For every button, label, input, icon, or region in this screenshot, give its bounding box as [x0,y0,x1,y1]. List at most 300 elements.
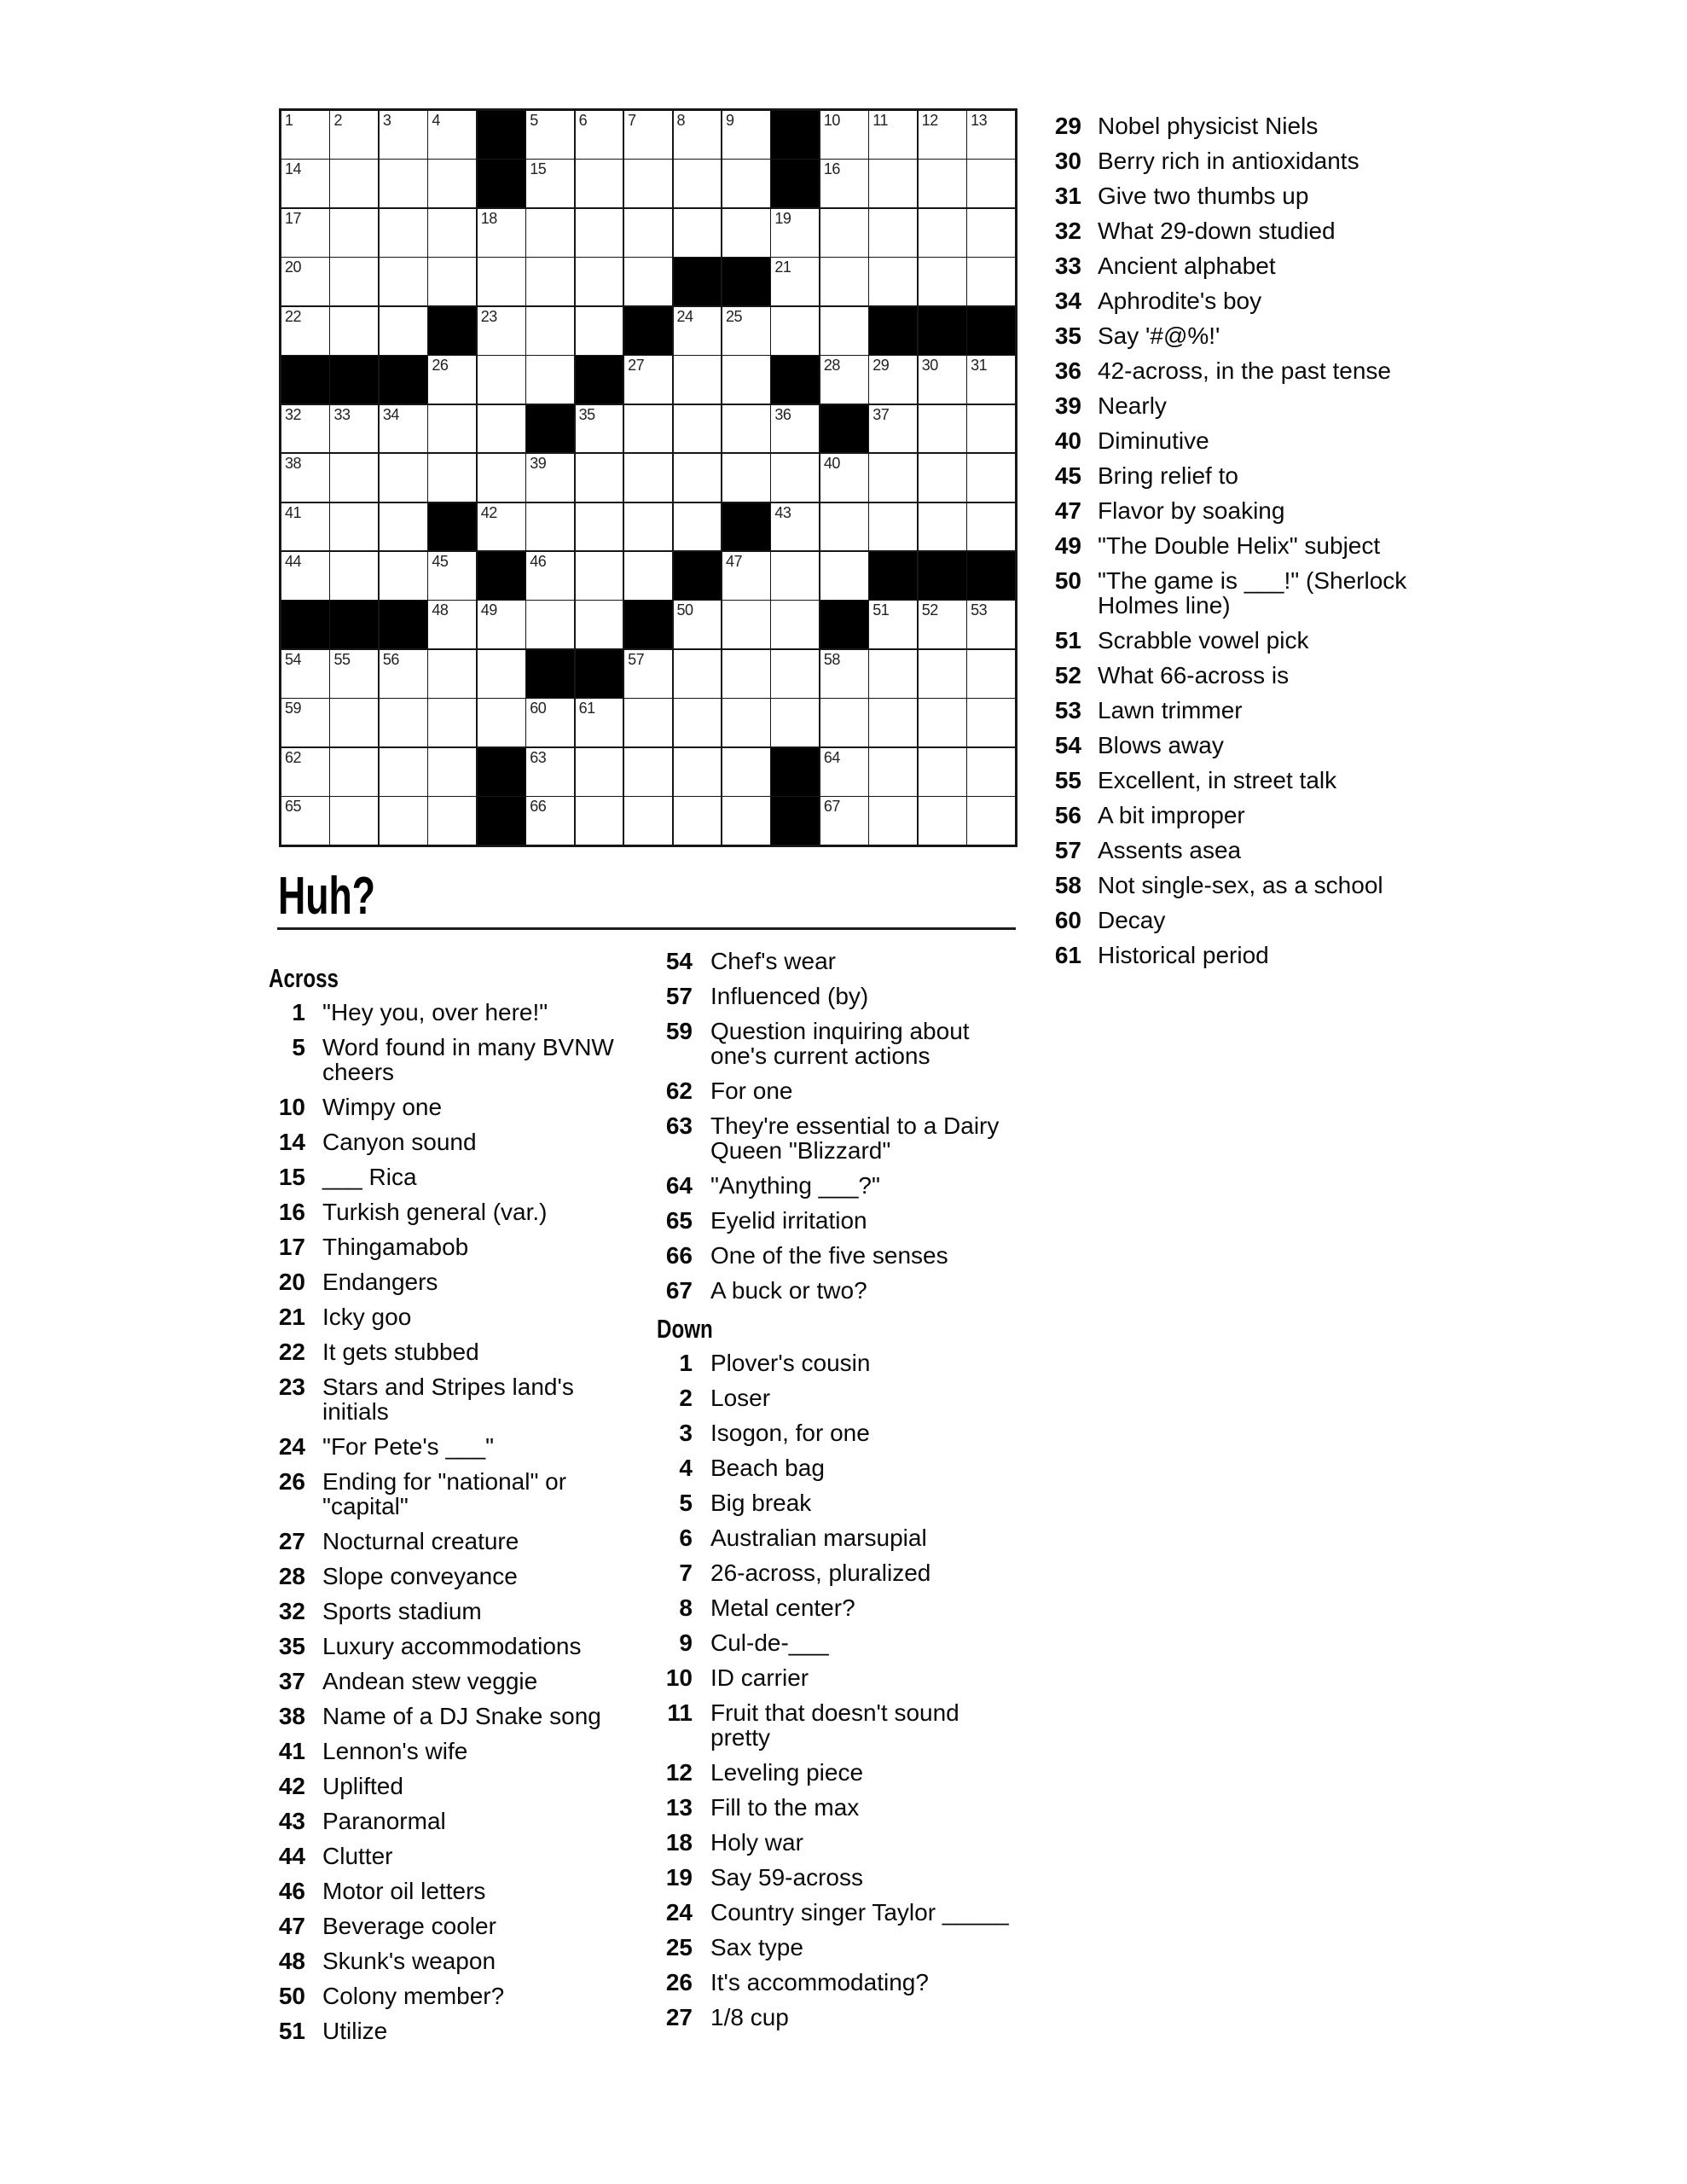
letter-cell[interactable] [967,209,1015,257]
letter-cell[interactable] [330,650,378,698]
clue-item [269,1599,617,1623]
letter-cell[interactable] [428,601,476,648]
letter-cell[interactable] [576,552,623,600]
letter-cell[interactable] [428,111,476,159]
letter-cell[interactable] [674,160,722,207]
clue-item [269,1000,617,1025]
letter-cell[interactable] [722,356,770,404]
cell-number: 15 [530,160,547,178]
letter-cell[interactable] [281,160,329,207]
black-cell [428,503,476,551]
letter-cell[interactable] [380,307,427,355]
black-cell [771,111,819,159]
letter-cell[interactable] [428,160,476,207]
clue-text: Nobel physicist Niels [1098,113,1319,139]
clue-item [269,1844,617,1868]
letter-cell[interactable] [428,699,476,746]
letter-cell[interactable] [526,160,574,207]
crossword-grid [279,108,1017,847]
letter-cell[interactable] [281,405,329,453]
letter-cell[interactable] [722,699,770,746]
clue-text: Lennon's wife [322,1738,468,1764]
letter-cell[interactable] [526,748,574,796]
letter-cell[interactable] [869,797,917,845]
clue-number: 50 [1054,567,1081,594]
letter-cell[interactable] [967,111,1015,159]
letter-cell[interactable] [624,209,672,257]
letter-cell[interactable] [820,552,868,600]
letter-cell[interactable] [674,209,722,257]
letter-cell[interactable] [771,601,819,648]
letter-cell[interactable] [478,503,525,551]
letter-cell[interactable] [380,405,427,453]
letter-cell[interactable] [624,160,672,207]
black-cell [722,258,770,305]
letter-cell[interactable] [526,307,574,355]
letter-cell[interactable] [674,356,722,404]
letter-cell[interactable] [919,454,966,502]
cell-number: 40 [823,455,840,473]
letter-cell[interactable] [281,650,329,698]
letter-cell[interactable] [919,111,966,159]
black-cell [919,552,966,600]
letter-cell[interactable] [428,356,476,404]
letter-cell[interactable] [526,454,574,502]
clue-text: Diminutive [1098,427,1209,454]
letter-cell[interactable] [478,699,525,746]
letter-cell[interactable] [624,258,672,305]
letter-cell[interactable] [380,699,427,746]
clue-number: 49 [1054,532,1081,559]
clue-item [657,1560,1015,1585]
letter-cell[interactable] [820,650,868,698]
letter-cell[interactable] [281,307,329,355]
clue-text: Sports stadium [322,1598,482,1624]
letter-cell[interactable] [330,797,378,845]
cell-number: 7 [628,112,636,129]
letter-cell[interactable] [330,699,378,746]
letter-cell[interactable] [478,307,525,355]
letter-cell[interactable] [967,748,1015,796]
letter-cell[interactable] [869,111,917,159]
letter-cell[interactable] [478,454,525,502]
letter-cell[interactable] [674,307,722,355]
clue-number: 18 [665,1829,693,1856]
letter-cell[interactable] [428,454,476,502]
cell-number: 2 [333,112,342,129]
letter-cell[interactable] [576,258,623,305]
black-cell [674,258,722,305]
cell-number: 60 [530,700,547,717]
letter-cell[interactable] [869,503,917,551]
letter-cell[interactable] [869,699,917,746]
clue-number: 33 [1054,253,1081,279]
letter-cell[interactable] [674,650,722,698]
clue-item [269,1879,617,1903]
cell-number: 13 [971,112,988,129]
letter-cell[interactable] [380,503,427,551]
clue-item [1045,568,1417,618]
cell-number: 46 [530,552,547,570]
clue-number: 4 [679,1455,693,1481]
clue-item [269,1339,617,1364]
clue-text: Sax type [710,1934,803,1960]
letter-cell[interactable] [624,454,672,502]
letter-cell[interactable] [576,160,623,207]
letter-cell[interactable] [576,209,623,257]
letter-cell[interactable] [919,699,966,746]
clue-item [269,1469,617,1519]
cell-number: 43 [774,503,791,521]
letter-cell[interactable] [526,356,574,404]
letter-cell[interactable] [919,797,966,845]
clue-number: 65 [665,1207,693,1234]
letter-cell[interactable] [478,405,525,453]
cell-number: 19 [774,209,791,227]
clue-text: Loser [710,1385,771,1411]
letter-cell[interactable] [330,160,378,207]
clue-item [657,949,1015,973]
letter-cell[interactable] [722,748,770,796]
letter-cell[interactable] [526,797,574,845]
clue-item [1045,183,1417,208]
letter-cell[interactable] [722,552,770,600]
clue-item [269,2018,617,2043]
cell-number: 27 [628,357,645,375]
letter-cell[interactable] [281,258,329,305]
letter-cell[interactable] [820,209,868,257]
clue-item [657,1420,1015,1445]
letter-cell[interactable] [330,503,378,551]
clue-number: 57 [1054,837,1081,863]
letter-cell[interactable] [869,356,917,404]
letter-cell[interactable] [869,209,917,257]
letter-cell[interactable] [967,699,1015,746]
letter-cell[interactable] [380,552,427,600]
letter-cell[interactable] [624,797,672,845]
letter-cell[interactable] [820,258,868,305]
letter-cell[interactable] [624,699,672,746]
letter-cell[interactable] [428,258,476,305]
letter-cell[interactable] [330,258,378,305]
letter-cell[interactable] [869,160,917,207]
clue-item [1045,943,1417,967]
letter-cell[interactable] [967,356,1015,404]
cell-number: 56 [382,650,399,668]
letter-cell[interactable] [674,405,722,453]
cell-number: 3 [382,112,391,129]
letter-cell[interactable] [281,748,329,796]
clue-text: What 66-across is [1098,662,1290,688]
letter-cell[interactable] [967,160,1015,207]
letter-cell[interactable] [771,503,819,551]
clue-number: 26 [665,1969,693,1995]
letter-cell[interactable] [820,356,868,404]
letter-cell[interactable] [967,454,1015,502]
cell-number: 17 [285,209,302,227]
letter-cell[interactable] [576,699,623,746]
clue-number: 17 [278,1234,305,1260]
letter-cell[interactable] [967,503,1015,551]
clue-text: Blows away [1098,732,1224,758]
black-cell [478,797,525,845]
clue-item [657,1665,1015,1690]
letter-cell[interactable] [820,454,868,502]
cell-number: 34 [382,405,399,423]
letter-cell[interactable] [869,258,917,305]
clue-number: 15 [278,1164,305,1190]
clue-text: Assents asea [1098,837,1242,863]
letter-cell[interactable] [624,356,672,404]
letter-cell[interactable] [624,503,672,551]
letter-cell[interactable] [526,699,574,746]
letter-cell[interactable] [428,405,476,453]
clue-text: Say '#@%!' [1098,322,1220,349]
clue-item [269,1165,617,1189]
letter-cell[interactable] [624,552,672,600]
letter-cell[interactable] [722,797,770,845]
cell-number: 57 [628,650,645,668]
letter-cell[interactable] [526,601,574,648]
letter-cell[interactable] [771,454,819,502]
letter-cell[interactable] [380,209,427,257]
clue-item [1045,218,1417,243]
letter-cell[interactable] [380,454,427,502]
letter-cell[interactable] [576,503,623,551]
letter-cell[interactable] [281,454,329,502]
clue-item [1045,838,1417,863]
letter-cell[interactable] [428,650,476,698]
letter-cell[interactable] [576,111,623,159]
letter-cell[interactable] [967,601,1015,648]
clue-item [657,1278,1015,1303]
cell-number: 6 [578,112,588,129]
cell-number: 55 [333,650,351,668]
letter-cell[interactable] [281,797,329,845]
letter-cell[interactable] [722,454,770,502]
letter-cell[interactable] [771,209,819,257]
black-cell [771,748,819,796]
letter-cell[interactable] [820,111,868,159]
clue-number: 43 [278,1808,305,1834]
cell-number: 35 [578,405,595,423]
letter-cell[interactable] [380,797,427,845]
letter-cell[interactable] [869,601,917,648]
letter-cell[interactable] [478,258,525,305]
letter-cell[interactable] [967,797,1015,845]
clue-number: 46 [278,1878,305,1904]
letter-cell[interactable] [380,160,427,207]
letter-cell[interactable] [869,650,917,698]
letter-cell[interactable] [576,797,623,845]
black-cell [869,552,917,600]
cell-number: 54 [285,650,302,668]
letter-cell[interactable] [722,601,770,648]
letter-cell[interactable] [281,552,329,600]
letter-cell[interactable] [576,601,623,648]
cell-number: 59 [285,700,302,717]
clue-item [269,1914,617,1938]
letter-cell[interactable] [820,503,868,551]
letter-cell[interactable] [771,552,819,600]
letter-cell[interactable] [919,160,966,207]
letter-cell[interactable] [478,356,525,404]
letter-cell[interactable] [820,699,868,746]
letter-cell[interactable] [722,405,770,453]
letter-cell[interactable] [674,601,722,648]
clue-text: Uplifted [322,1773,403,1799]
letter-cell[interactable] [919,650,966,698]
letter-cell[interactable] [771,258,819,305]
letter-cell[interactable] [526,111,574,159]
letter-cell[interactable] [771,650,819,698]
clue-item [269,1434,617,1459]
clue-item [1045,908,1417,932]
clue-number: 5 [292,1034,305,1060]
clue-item [1045,803,1417,828]
letter-cell[interactable] [624,748,672,796]
letter-cell[interactable] [526,552,574,600]
clue-number: 64 [665,1172,693,1199]
black-cell [281,356,329,404]
letter-cell[interactable] [722,209,770,257]
letter-cell[interactable] [674,797,722,845]
across-header: Across [269,963,339,993]
letter-cell[interactable] [281,699,329,746]
letter-cell[interactable] [919,748,966,796]
letter-cell[interactable] [674,748,722,796]
clue-number: 9 [679,1629,693,1656]
clue-text: What 29-down studied [1098,218,1336,244]
letter-cell[interactable] [380,748,427,796]
clue-item [269,1634,617,1658]
clue-text: Cul-de-___ [710,1629,829,1656]
letter-cell[interactable] [526,258,574,305]
clue-text: Australian marsupial [710,1525,927,1551]
clue-number: 55 [1054,767,1081,793]
letter-cell[interactable] [722,160,770,207]
letter-cell[interactable] [919,209,966,257]
letter-cell[interactable] [771,405,819,453]
clue-number: 6 [679,1525,693,1551]
letter-cell[interactable] [380,258,427,305]
letter-cell[interactable] [281,503,329,551]
letter-cell[interactable] [624,405,672,453]
clue-item [657,1350,1015,1375]
letter-cell[interactable] [428,552,476,600]
black-cell [478,552,525,600]
cell-number: 45 [432,552,449,570]
letter-cell[interactable] [330,552,378,600]
letter-cell[interactable] [478,209,525,257]
cell-number: 52 [921,601,938,619]
cell-number: 65 [285,798,302,816]
clue-item [657,1935,1015,1960]
letter-cell[interactable] [428,748,476,796]
letter-cell[interactable] [624,111,672,159]
letter-cell[interactable] [771,699,819,746]
letter-cell[interactable] [380,111,427,159]
letter-cell[interactable] [281,209,329,257]
letter-cell[interactable] [281,111,329,159]
letter-cell[interactable] [428,797,476,845]
letter-cell[interactable] [919,601,966,648]
letter-cell[interactable] [576,748,623,796]
letter-cell[interactable] [820,748,868,796]
letter-cell[interactable] [820,160,868,207]
letter-cell[interactable] [380,650,427,698]
letter-cell[interactable] [674,111,722,159]
letter-cell[interactable] [869,748,917,796]
clue-item [657,1208,1015,1233]
clue-number: 51 [278,2018,305,2044]
letter-cell[interactable] [919,405,966,453]
clue-item [657,1173,1015,1198]
letter-cell[interactable] [428,209,476,257]
clue-item [657,1830,1015,1855]
clue-text: Aphrodite's boy [1098,288,1262,314]
clue-item [657,1019,1015,1068]
clue-number: 35 [278,1633,305,1659]
letter-cell[interactable] [722,650,770,698]
letter-cell[interactable] [330,454,378,502]
letter-cell[interactable] [820,797,868,845]
clue-text: Scrabble vowel pick [1098,627,1309,653]
clue-text: Chef's wear [710,948,836,974]
letter-cell[interactable] [869,454,917,502]
clue-item [1045,733,1417,758]
letter-cell[interactable] [478,650,525,698]
black-cell [576,356,623,404]
letter-cell[interactable] [330,111,378,159]
letter-cell[interactable] [722,307,770,355]
letter-cell[interactable] [967,258,1015,305]
clue-item [269,1130,617,1154]
letter-cell[interactable] [330,748,378,796]
letter-cell[interactable] [576,405,623,453]
letter-cell[interactable] [624,650,672,698]
letter-cell[interactable] [919,356,966,404]
letter-cell[interactable] [526,209,574,257]
letter-cell[interactable] [820,307,868,355]
clue-number: 2 [679,1385,693,1411]
cell-number: 44 [285,552,302,570]
letter-cell[interactable] [330,307,378,355]
letter-cell[interactable] [478,601,525,648]
letter-cell[interactable] [722,111,770,159]
letter-cell[interactable] [576,454,623,502]
letter-cell[interactable] [526,503,574,551]
letter-cell[interactable] [674,454,722,502]
black-cell [624,307,672,355]
clue-text: Question inquiring about one's current actions [710,1018,970,1069]
cell-number: 53 [971,601,988,619]
letter-cell[interactable] [919,258,966,305]
letter-cell[interactable] [330,405,378,453]
letter-cell[interactable] [674,699,722,746]
letter-cell[interactable] [771,307,819,355]
letter-cell[interactable] [576,307,623,355]
letter-cell[interactable] [919,503,966,551]
letter-cell[interactable] [869,405,917,453]
cell-number: 39 [530,455,547,473]
letter-cell[interactable] [330,209,378,257]
letter-cell[interactable] [674,503,722,551]
clue-text: "The Double Helix" subject [1098,532,1381,559]
black-cell [478,111,525,159]
letter-cell[interactable] [967,405,1015,453]
letter-cell[interactable] [967,650,1015,698]
